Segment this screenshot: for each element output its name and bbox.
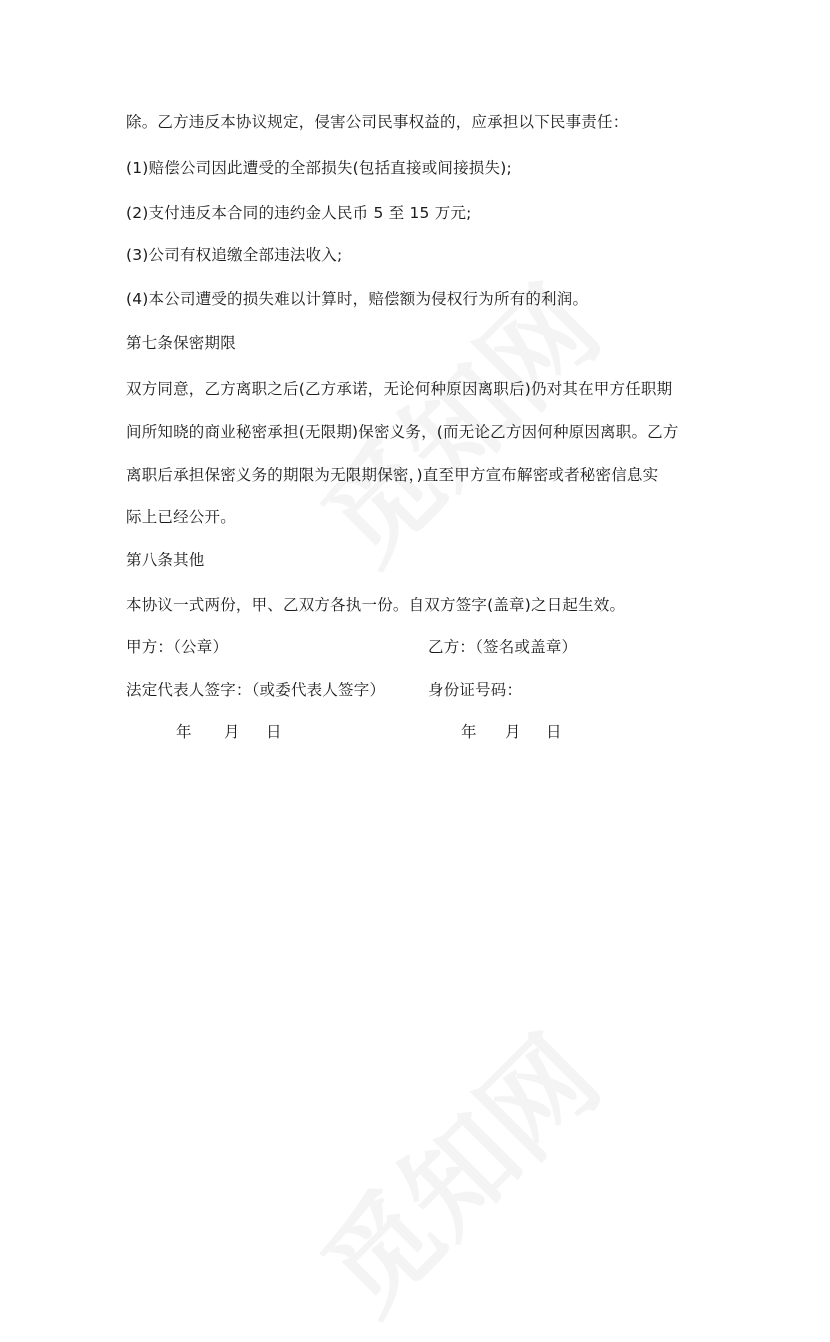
party-a-date: [176, 722, 282, 742]
section-heading: 第八条其他: [126, 551, 205, 569]
paragraph-line: (3)公司有权追缴全部违法收入;: [126, 246, 343, 264]
paragraph-line: (4)本公司遭受的损失难以计算时，赔偿额为侵权行为所有的利润。: [126, 290, 589, 308]
date-month: 月: [224, 723, 240, 741]
paragraph-line: 际上已经公开。: [126, 508, 236, 526]
paragraph-line: (1)赔偿公司因此遭受的全部损失(包括直接或间接损失);: [126, 159, 512, 177]
party-a-label: 甲方：（公章）: [126, 638, 229, 656]
paragraph-line: 除。乙方违反本协议规定，侵害公司民事权益的，应承担以下民事责任：: [126, 113, 629, 131]
date-month: 月: [505, 723, 521, 741]
date-day: 日: [266, 723, 282, 741]
date-year: 年: [176, 723, 192, 741]
paragraph-line: 本协议一式两份，甲、乙双方各执一份。自双方签字(盖章)之日起生效。: [126, 596, 626, 614]
section-heading: 第七条保密期限: [126, 334, 236, 352]
paragraph-line: (2)支付违反本合同的违约金人民币 5 至 15 万元;: [126, 204, 472, 222]
date-year: 年: [461, 723, 477, 741]
paragraph-line: 间所知晓的商业秘密承担(无限期)保密义务，(而无论乙方因何种原因离职。乙方: [126, 423, 679, 441]
watermark: [282, 996, 627, 1341]
date-day: 日: [546, 723, 562, 741]
party-a-representative: 法定代表人签字：（或委代表人签字）: [126, 681, 386, 699]
party-b-id-number: 身份证号码：: [428, 681, 523, 699]
party-b-label: 乙方：（签名或盖章）: [428, 638, 578, 656]
paragraph-line: 双方同意，乙方离职之后(乙方承诺，无论何种原因离职后)仍对其在甲方任职期: [126, 380, 673, 398]
party-b-date: [461, 722, 562, 742]
paragraph-line: 离职后承担保密义务的期限为无限期保密，)直至甲方宣布解密或者秘密信息实: [126, 466, 659, 484]
